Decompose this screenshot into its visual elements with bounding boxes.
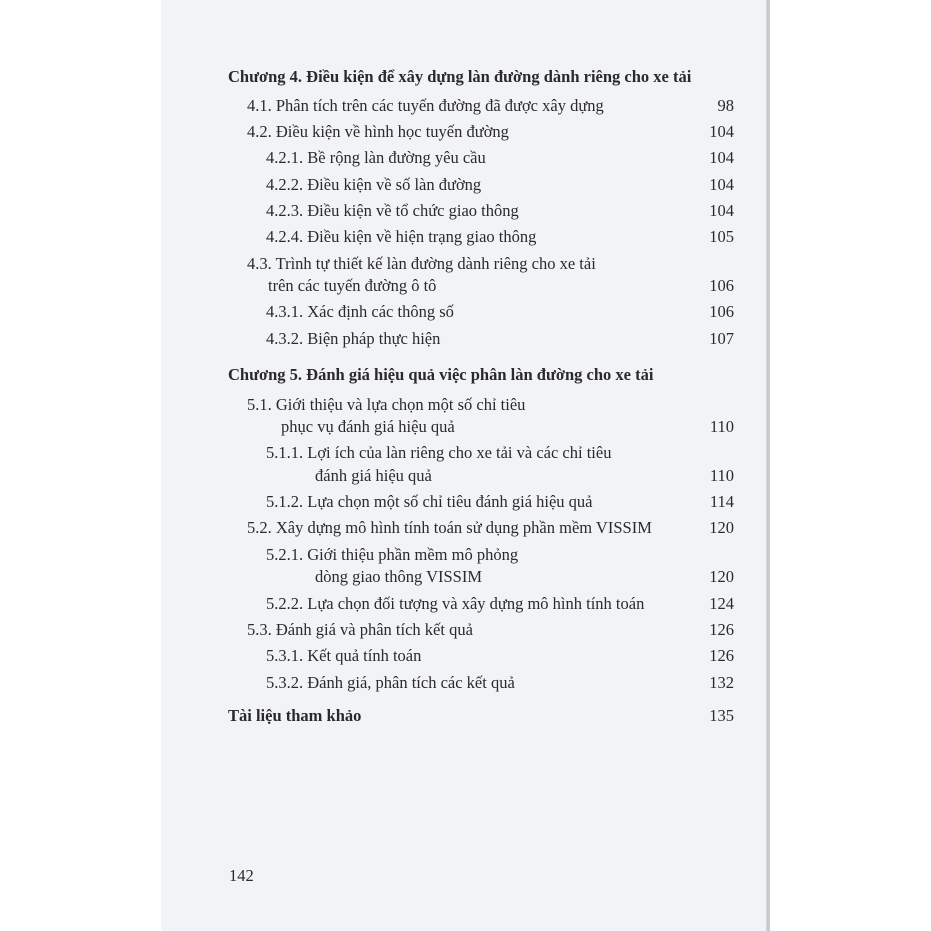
toc-page-number: 104 [709, 122, 734, 141]
toc-entry: 5.2.1. Giới thiệu phần mềm mô phỏng [266, 545, 519, 564]
toc-entry: 5.1.1. Lợi ích của làn riêng cho xe tải và các chỉ tiêu [266, 443, 612, 462]
toc-page-number: 120 [709, 567, 734, 586]
toc-chapter-5: Chương 5. Đánh giá hiệu quả việc phân làn đường cho xe tải [228, 365, 654, 384]
toc-entry: 4.2. Điều kiện về hình học tuyến đường [247, 122, 509, 141]
toc-page-number: 110 [709, 417, 734, 436]
toc-entry: 5.2.2. Lựa chọn đối tượng và xây dựng mô hình tính toán [266, 594, 645, 613]
toc-page-number: 110 [709, 466, 734, 485]
toc-entry-continuation: dòng giao thông VISSIM [315, 567, 482, 586]
toc-entry: 5.2. Xây dựng mô hình tính toán sử dụng phần mềm VISSIM [247, 518, 652, 537]
toc-page-number: 104 [709, 175, 734, 194]
book-page [161, 0, 767, 931]
toc-entry: 4.1. Phân tích trên các tuyến đường đã được xây dựng [247, 96, 604, 115]
toc-entry-continuation: phục vụ đánh giá hiệu quả [281, 417, 455, 436]
toc-page-number: 126 [709, 646, 734, 665]
toc-entry: 5.3.2. Đánh giá, phân tích các kết quả [266, 673, 515, 692]
toc-entry: 5.1. Giới thiệu và lựa chọn một số chỉ tiêu [247, 395, 526, 414]
toc-page-number: 126 [709, 620, 734, 639]
toc-page-number: 106 [709, 302, 734, 321]
toc-entry: 5.3. Đánh giá và phân tích kết quả [247, 620, 473, 639]
toc-page-number: 124 [709, 594, 734, 613]
toc-entry: 4.3.2. Biện pháp thực hiện [266, 329, 441, 348]
toc-entry-continuation: đánh giá hiệu quả [315, 466, 432, 485]
toc-entry: 4.2.3. Điều kiện về tổ chức giao thông [266, 201, 519, 220]
toc-entry-continuation: trên các tuyến đường ô tô [268, 276, 437, 295]
toc-page-number: 104 [709, 148, 734, 167]
toc-entry: 4.2.2. Điều kiện về số làn đường [266, 175, 482, 194]
toc-page-number: 120 [709, 518, 734, 537]
toc-entry: 4.3.1. Xác định các thông số [266, 302, 454, 321]
toc-entry: 5.3.1. Kết quả tính toán [266, 646, 422, 665]
toc-chapter-4: Chương 4. Điều kiện để xây dựng làn đường dành riêng cho xe tải [228, 67, 692, 86]
toc-page-number: 98 [717, 96, 734, 115]
table-of-contents [161, 0, 767, 931]
toc-page-number: 132 [709, 673, 734, 692]
toc-entry: 4.3. Trình tự thiết kế làn đường dành riêng cho xe tải [247, 254, 596, 273]
toc-page-number: 107 [709, 329, 734, 348]
toc-page-number: 114 [709, 492, 734, 511]
page-number-footer: 142 [229, 866, 254, 885]
toc-page-number: 106 [709, 276, 734, 295]
toc-entry: 5.1.2. Lựa chọn một số chỉ tiêu đánh giá hiệu quả [266, 492, 593, 511]
toc-page-number: 104 [709, 201, 734, 220]
toc-references: Tài liệu tham khảo [228, 706, 362, 725]
page-edge [767, 0, 770, 931]
toc-entry: 4.2.1. Bề rộng làn đường yêu cầu [266, 148, 486, 167]
toc-entry: 4.2.4. Điều kiện về hiện trạng giao thông [266, 227, 537, 246]
toc-page-number: 135 [709, 706, 734, 725]
toc-page-number: 105 [709, 227, 734, 246]
